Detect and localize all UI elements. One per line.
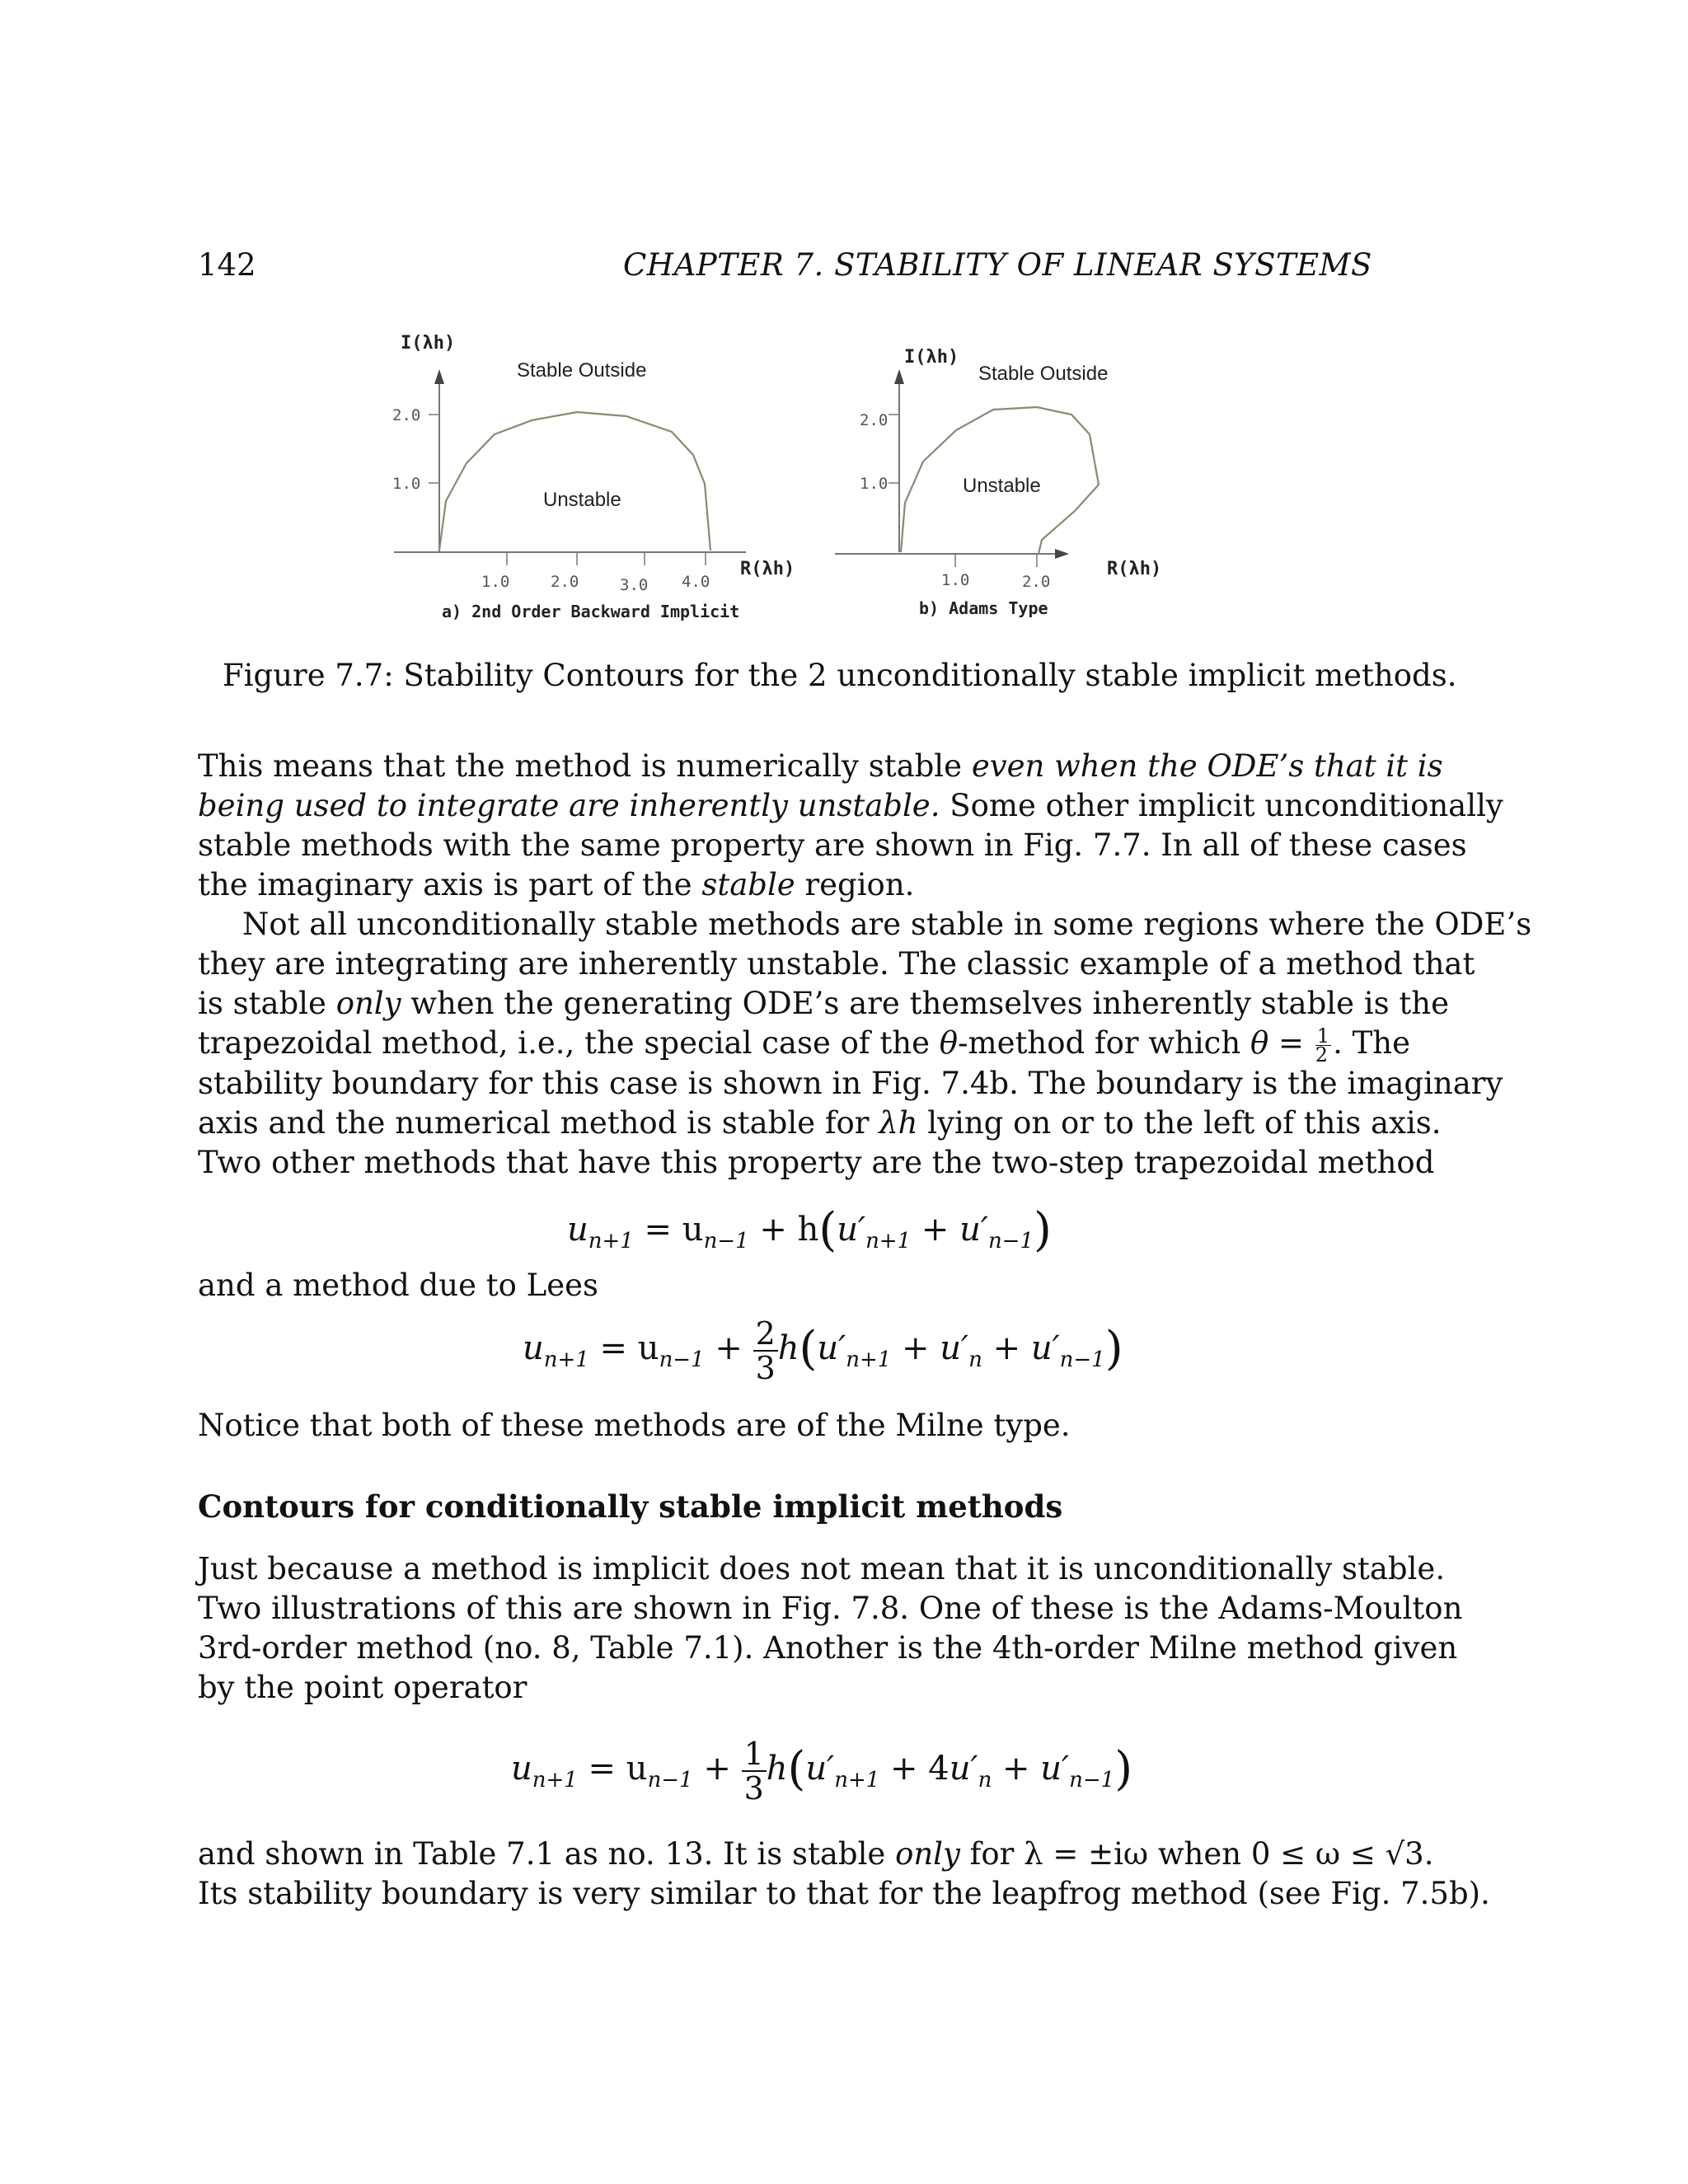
left-x-tick-label-3: 3.0 [620, 576, 649, 594]
paragraph-2 [198, 905, 1532, 1183]
right-y-tick-label-2: 2.0 [860, 411, 889, 429]
p2-line-5: stability boundary for this case is shown in Fig. 7.4b. The boundary is the imaginary [198, 1066, 1503, 1101]
left-y-tick-label-1: 1.0 [392, 475, 421, 493]
p3-line-4: by the point operator [198, 1670, 528, 1705]
p2-line-1: Not all unconditionally stable methods are stable in some regions where the ODE’s [242, 907, 1532, 942]
p1-line-4: the imaginary axis is part of the stable region. [198, 867, 915, 902]
p3-line-2: Two illustrations of this are shown in Fig. 7.8. One of these is the Adams-Moulton [198, 1591, 1463, 1626]
one-third-fraction: $\frac{1}{3}$ [742, 1737, 767, 1805]
equation-two-step-trapezoidal: $u_{n+1} = u_{n-1} + h(u'_{n+1} + u'_{n-1})$ [567, 1203, 1052, 1257]
right-panel [835, 347, 1161, 618]
p4-line-2: Its stability boundary is very similar to that for the leapfrog method (see Fig. 7.5b). [198, 1876, 1490, 1911]
two-thirds-fraction: $\frac{2}{3}$ [753, 1317, 778, 1385]
left-x-tick-label-1: 1.0 [481, 573, 510, 591]
equation-milne: $u_{n+1} = u_{n-1}$ + $\frac{1}{3}$ $h(u'_{n+1} + 4u'_n + u'_{n-1})$ [511, 1736, 1133, 1807]
one-half-fraction: $\frac{1}{2}$ [1315, 1024, 1330, 1066]
page-number: 142 [198, 247, 256, 283]
left-x-tick-label-4: 4.0 [682, 573, 710, 591]
left-y-tick-label-2: 2.0 [392, 406, 421, 424]
p1-line-1: This means that the method is numerically stable even when the ODE’s that it is [198, 748, 1443, 784]
left-panel [392, 333, 795, 621]
figure-caption: Figure 7.7: Stability Contours for the 2 unconditionally stable implicit methods. [223, 658, 1457, 693]
left-y-axis-arrow [434, 369, 444, 384]
left-stability-contour [439, 412, 710, 551]
equation-lees: $u_{n+1} = u_{n-1}$ + $\frac{2}{3}$ $h(u'_{n+1} + u'_n + u'_{n-1})$ [523, 1315, 1123, 1386]
right-x-axis-arrow [1055, 549, 1069, 559]
right-subcaption: b) Adams Type [919, 598, 1048, 618]
paragraph-3 [198, 1549, 1463, 1708]
p2-line-7: Two other methods that have this property are the two-step trapezoidal method [198, 1145, 1435, 1180]
right-y-tick-label-1: 1.0 [860, 475, 889, 493]
section-heading: Contours for conditionally stable implicit methods [198, 1488, 1063, 1525]
p3-line-1: Just because a method is implicit does not mean that it is unconditionally stable. [198, 1551, 1446, 1586]
lees-intro: and a method due to Lees [198, 1268, 598, 1303]
p2-line-3: is stable only when the generating ODE’s are themselves inherently stable is the [198, 986, 1449, 1021]
left-y-axis-label: I(λh) [401, 333, 456, 354]
right-x-tick-label-1: 1.0 [941, 571, 970, 589]
right-y-axis-label: I(λh) [904, 347, 959, 368]
right-unstable-label: Unstable [963, 475, 1041, 497]
left-x-tick-label-2: 2.0 [551, 573, 579, 591]
figure-7-7 [0, 0, 1688, 651]
left-subcaption: a) 2nd Order Backward Implicit [442, 602, 740, 621]
paragraph-4 [198, 1835, 1490, 1914]
p2-line-4: trapezoidal method, i.e., the special case of the θ-method for which θ = $\frac{1}{2}$ . The [198, 1024, 1411, 1066]
right-x-tick-label-2: 2.0 [1022, 573, 1051, 591]
right-x-axis-label: R(λh) [1107, 559, 1162, 579]
right-y-axis-arrow [894, 369, 904, 384]
p3-line-3: 3rd-order method (no. 8, Table 7.1). Another is the 4th-order Milne method given [198, 1630, 1458, 1666]
left-x-axis-label: R(λh) [740, 559, 795, 579]
left-unstable-label: Unstable [543, 489, 621, 511]
chapter-title: CHAPTER 7. STABILITY OF LINEAR SYSTEMS [623, 247, 1372, 283]
p1-line-2: being used to integrate are inherently unstable. Some other implicit unconditionally [198, 788, 1503, 823]
paragraph-1 [198, 747, 1503, 905]
p1-line-3: stable methods with the same property are shown in Fig. 7.7. In all of these cases [198, 827, 1467, 863]
right-stable-outside-label: Stable Outside [978, 363, 1109, 385]
p2-line-2: they are integrating are inherently unstable. The classic example of a method that [198, 946, 1475, 982]
p4-line-1: and shown in Table 7.1 as no. 13. It is stable only for λ = ±iω when 0 ≤ ω ≤ √3. [198, 1836, 1434, 1872]
milne-note: Notice that both of these methods are of the Milne type. [198, 1408, 1071, 1443]
p2-line-6: axis and the numerical method is stable for λh lying on or to the left of this axis. [198, 1105, 1442, 1141]
left-stable-outside-label: Stable Outside [517, 359, 647, 382]
